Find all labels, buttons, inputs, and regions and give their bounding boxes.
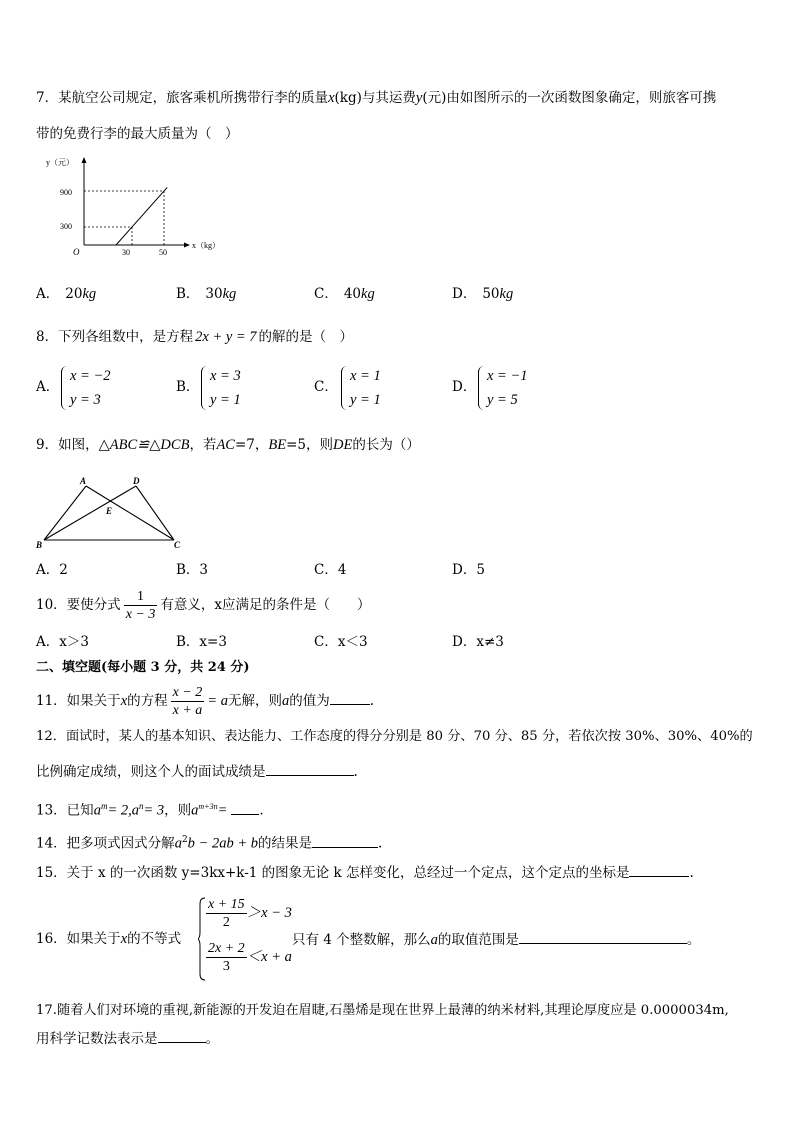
q10-fraction: $\frac{1}{x - 3}$ [125,589,156,622]
q9-option-d[interactable]: D．5 [452,562,485,578]
segment-dc [136,486,174,540]
chart-ytick-300: 300 [60,222,72,231]
q10-question: 10．要使分式 $\frac{1}{x - 3}$ 有意义，x应满足的条件是（ ） [36,589,371,622]
q7-option-d[interactable]: D． 50kg [452,286,514,302]
q13-answer-blank[interactable] [231,800,259,815]
q8-option-d-system[interactable]: x = −1 y = 5 [487,364,528,412]
chart-xlabel: x（kg） [192,241,220,250]
q7-line2: 带的免费行李的最大质量为（ ） [36,126,239,142]
chart-ylabel: y（元） [46,158,74,167]
chart-series-line [116,187,167,245]
chart-xtick-30: 30 [122,248,130,257]
q9-option-a[interactable]: A．2 [36,562,68,578]
q9-option-c[interactable]: C．4 [314,562,347,578]
point-b-label: B [36,540,43,550]
q17-answer-blank[interactable] [158,1028,206,1043]
q17-line1: 17.随着人们对环境的重视,新能源的开发迫在眉睫,石墨烯是现在世界上最薄的纳米材料,其理论厚度应是 0.0000034m, [36,1003,729,1018]
q8-option-b-system[interactable]: x = 3 y = 1 [210,364,241,412]
q14-answer-blank[interactable] [312,833,378,848]
q10-option-a[interactable]: A．x＞3 [36,634,89,650]
q7-option-c[interactable]: C． 40kg [314,286,375,302]
q16-question-a: 16．如果关于x的不等式 [36,931,182,947]
q15-answer-blank[interactable] [629,862,689,877]
point-d-label: D [133,476,140,486]
q12-line2: 比例确定成绩，则这个人的面试成绩是 . [36,761,358,782]
q10-option-b[interactable]: B．x=3 [176,634,227,650]
point-e-label: E [106,506,113,516]
q11-question: 11．如果关于x的方程 $\frac{x - 2}{x + a}$ = a无解，则a的值为 . [36,685,375,718]
chart-x-arrow [184,243,190,248]
q8-question: 8．下列各组数中，是方程 2x + y = 7 的解的是（ ） [36,329,354,345]
q16-inequality-system [198,896,290,982]
q9-triangle-figure [34,472,190,552]
q10-option-c[interactable]: C．x＜3 [314,634,368,650]
q16-question-b: 只有 4 个整数解，那么a的取值范围是 。 [292,929,700,950]
point-a-label: A [80,476,87,486]
q8-option-a-letter[interactable]: A． [36,379,60,395]
q12-line1: 12．面试时，某人的基本知识、表达能力、工作态度的得分分别是 80 分、70 分、85 分，若依次按 30%、30%、40%的 [36,729,753,744]
q9-option-b[interactable]: B．3 [176,562,209,578]
segment-bd [44,486,136,540]
q7-option-b[interactable]: B． 30kg [176,286,237,302]
q15-question: 15．关于 x 的一次函数 y=3kx+k-1 的图象无论 k 怎样变化，总经过一个定点，这个定点的坐标是 . [36,862,694,883]
chart-y-arrow [82,157,87,163]
q7-line1: 7．某航空公司规定，旅客乘机所携带行李的质量x(kg)与其运费y(元)由如图所示的一次函数图象确定，则旅客可携 [36,90,717,106]
section-heading-fill-in: 二、填空题(每小题 3 分，共 24 分) [36,660,250,675]
point-c-label: C [174,540,181,550]
q8-option-a-system[interactable]: x = −2 y = 3 [70,364,111,412]
q17-line2: 用科学记数法表示是 。 [36,1028,219,1049]
q12-answer-blank[interactable] [266,761,354,776]
q7-function-chart [40,155,230,260]
q7-option-a[interactable]: A． 20kg [36,286,97,302]
q13-question: 13．已知$a^m= 2,a^n= 3$，则$a^{m+3n}=$ . [36,801,264,819]
q9-question: 9．如图，△ABC≌△DCB，若AC=7，BE=5，则DE的长为（） [36,437,420,453]
chart-xtick-50: 50 [159,248,167,257]
q8-option-c-letter[interactable]: C． [314,379,338,395]
q8-option-c-system[interactable]: x = 1 y = 1 [350,364,381,412]
chart-ytick-900: 900 [60,188,72,197]
q10-option-d[interactable]: D．x≠3 [452,634,504,650]
q11-fraction: $\frac{x - 2}{x + a}$ [172,685,203,718]
chart-origin: O [73,247,80,257]
q16-brace [198,896,206,982]
segment-ba [44,486,86,540]
q8-option-b-letter[interactable]: B． [176,379,200,395]
segment-ac [86,486,174,540]
q11-answer-blank[interactable] [330,690,370,705]
q16-ineq2: $\frac{2x + 2}{3}$ ＜x + a [208,941,292,974]
q8-option-d-letter[interactable]: D． [452,379,477,395]
q16-ineq1: $\frac{x + 15}{2}$ ＞x − 3 [208,897,292,930]
q16-answer-blank[interactable] [519,929,687,944]
q14-question: 14．把多项式因式分解$a^2b - 2ab + b$的结果是 . [36,830,382,854]
